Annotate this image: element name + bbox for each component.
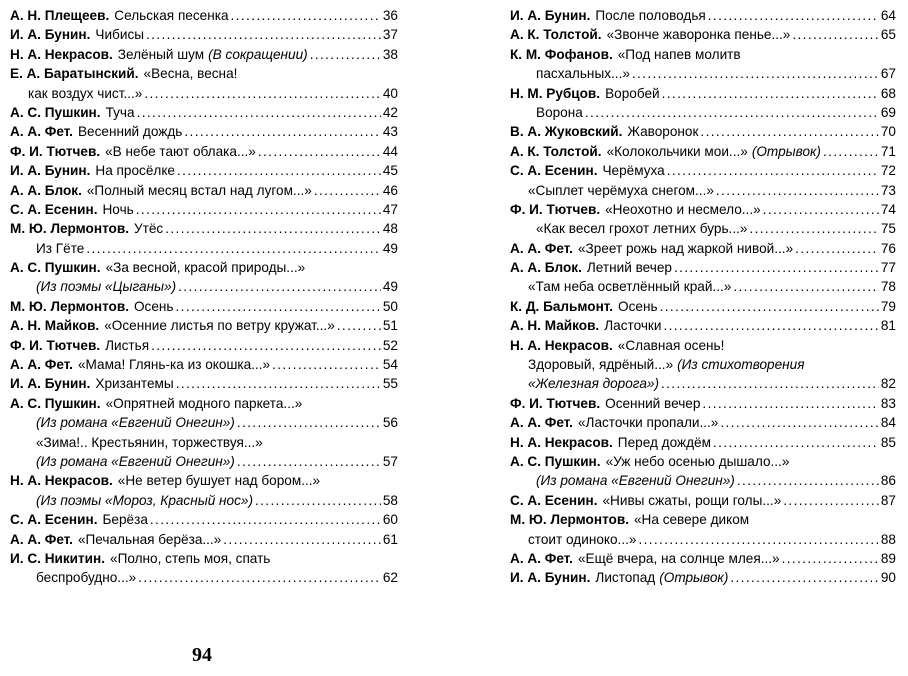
toc-entry xyxy=(10,336,398,355)
toc-author: С. А. Есенин. xyxy=(510,163,598,179)
toc-title: На просёлке xyxy=(95,163,175,179)
toc-leader-dots xyxy=(663,316,878,335)
toc-title: После половодья xyxy=(595,8,706,23)
toc-title: «Зима!.. Крестьянин, торжествуя...» xyxy=(36,434,263,450)
toc-title: Зелёный шум xyxy=(117,46,205,62)
toc-leader-dots xyxy=(674,258,879,277)
toc-leader-dots xyxy=(86,239,381,258)
toc-entry xyxy=(10,394,398,413)
toc-author: А. С. Пушкин. xyxy=(10,260,101,276)
toc-title: Перед дождём xyxy=(617,434,711,450)
toc-title: Жаворонок xyxy=(627,124,699,140)
toc-leader-dots xyxy=(151,336,381,355)
toc-entry xyxy=(10,374,398,393)
toc-title: (Из романа «Евгений Онегин») xyxy=(536,473,735,489)
toc-entry xyxy=(510,549,896,568)
toc-entry xyxy=(10,219,398,238)
toc-entry xyxy=(10,491,398,510)
toc-title: (Из романа «Евгений Онегин») xyxy=(36,415,235,431)
toc-page-number: 83 xyxy=(880,395,896,411)
toc-leader-dots xyxy=(237,413,381,432)
toc-title: «В небе тают облака...» xyxy=(105,143,256,159)
toc-leader-dots xyxy=(337,316,381,335)
toc-entry xyxy=(10,6,398,25)
toc-leader-dots xyxy=(314,181,381,200)
toc-page-number: 69 xyxy=(880,104,896,120)
toc-author: А. А. Фет. xyxy=(510,415,573,431)
toc-author: И. С. Никитин. xyxy=(10,550,106,566)
toc-author: С. А. Есенин. xyxy=(10,512,98,528)
toc-page-number: 48 xyxy=(382,221,398,237)
toc-title: «Славная осень! xyxy=(617,337,725,353)
toc-leader-dots xyxy=(713,433,879,452)
toc-page-number: 50 xyxy=(382,298,398,314)
toc-title: (Из поэмы «Цыганы») xyxy=(36,279,177,295)
toc-title: как воздух чист...» xyxy=(28,85,143,101)
toc-entry xyxy=(510,161,896,180)
toc-entry xyxy=(10,568,398,587)
toc-entry xyxy=(510,491,896,510)
toc-leader-dots xyxy=(223,530,381,549)
toc-title: «Мама! Глянь-ка из окошка...» xyxy=(77,357,271,373)
toc-leader-dots xyxy=(823,142,879,161)
toc-entry xyxy=(510,239,896,258)
toc-page-number: 67 xyxy=(880,66,896,82)
toc-entry xyxy=(510,394,896,413)
toc-entry xyxy=(510,200,896,219)
toc-page-number: 49 xyxy=(382,240,398,256)
toc-page-number: 56 xyxy=(382,415,398,431)
toc-title: «Зреет рожь над жаркой нивой...» xyxy=(577,240,794,256)
toc-leader-dots xyxy=(638,530,878,549)
toc-leader-dots xyxy=(763,200,879,219)
toc-author: И. А. Бунин. xyxy=(10,27,91,43)
toc-title: «Опрятней модного паркета...» xyxy=(105,395,303,411)
toc-title: Здоровый, ядрёный...» xyxy=(528,357,674,373)
toc-leader-dots xyxy=(730,568,879,587)
toc-leader-dots xyxy=(146,25,381,44)
toc-entry xyxy=(510,45,896,64)
toc-title: беспробудно...» xyxy=(36,570,137,586)
toc-note: (В сокращении) xyxy=(208,46,308,62)
toc-leader-dots xyxy=(258,142,381,161)
toc-leader-dots xyxy=(310,45,381,64)
toc-page-number: 58 xyxy=(382,492,398,508)
toc-author: Ф. И. Тютчев. xyxy=(510,395,601,411)
toc-entry xyxy=(510,103,896,122)
toc-entry xyxy=(510,258,896,277)
toc-title: «Как весел грохот летних бурь...» xyxy=(536,221,748,237)
toc-page-number: 74 xyxy=(880,201,896,217)
toc-page-number: 45 xyxy=(382,163,398,179)
toc-right-column xyxy=(510,6,896,588)
toc-author: И. А. Бунин. xyxy=(510,570,591,586)
toc-page-number: 54 xyxy=(382,357,398,373)
toc-page-number: 70 xyxy=(880,124,896,140)
toc-title: Осенний вечер xyxy=(605,395,701,411)
toc-title: Туча xyxy=(105,104,135,120)
toc-page-number: 64 xyxy=(880,8,896,23)
toc-leader-dots xyxy=(177,161,381,180)
toc-page-number: 55 xyxy=(382,376,398,392)
toc-entry xyxy=(510,297,896,316)
toc-page-number: 57 xyxy=(382,453,398,469)
toc-title: «Ласточки пропали...» xyxy=(577,415,719,431)
toc-entry xyxy=(10,413,398,432)
toc-page-number: 79 xyxy=(880,298,896,314)
toc-title: (Из романа «Евгений Онегин») xyxy=(36,453,235,469)
toc-author: С. А. Есенин. xyxy=(510,492,598,508)
toc-author: Ф. И. Тютчев. xyxy=(510,201,601,217)
toc-author: Е. А. Баратынский. xyxy=(10,66,139,82)
toc-title: «Ещё вчера, на солнце млея...» xyxy=(577,550,780,566)
toc-leader-dots xyxy=(231,6,381,25)
toc-entry xyxy=(510,25,896,44)
toc-title: Ворона xyxy=(536,104,583,120)
toc-title: «Там неба осветлённый край...» xyxy=(528,279,732,295)
toc-leader-dots xyxy=(661,374,879,393)
toc-entry xyxy=(10,471,398,490)
toc-title: Черёмуха xyxy=(602,163,665,179)
toc-title: «За весной, красой природы...» xyxy=(105,260,306,276)
toc-page-number: 38 xyxy=(382,46,398,62)
toc-author: А. С. Пушкин. xyxy=(10,395,101,411)
toc-author: Н. М. Рубцов. xyxy=(510,85,601,101)
toc-entry xyxy=(10,103,398,122)
toc-author: А. С. Пушкин. xyxy=(510,453,601,469)
toc-page-number: 88 xyxy=(880,531,896,547)
toc-entry xyxy=(510,413,896,432)
toc-page-number: 68 xyxy=(880,85,896,101)
toc-leader-dots xyxy=(136,200,381,219)
toc-page-number: 40 xyxy=(382,85,398,101)
toc-author: А. Н. Майков. xyxy=(10,318,100,334)
toc-author: Ф. И. Тютчев. xyxy=(10,337,101,353)
toc-author: А. А. Фет. xyxy=(10,357,73,373)
toc-title: «Железная дорога») xyxy=(528,376,659,392)
toc-leader-dots xyxy=(144,84,381,103)
toc-title: Листопад xyxy=(595,570,656,586)
toc-author: Н. А. Некрасов. xyxy=(10,46,113,62)
toc-author: А. А. Фет. xyxy=(510,550,573,566)
toc-author: А. Н. Плещеев. xyxy=(10,8,110,23)
toc-entry xyxy=(510,64,896,83)
toc-author: К. М. Фофанов. xyxy=(510,46,613,62)
toc-title: «Полно, степь моя, спать xyxy=(110,550,271,566)
toc-leader-dots xyxy=(737,471,879,490)
toc-entry xyxy=(510,277,896,296)
toc-title: Хризантемы xyxy=(95,376,174,392)
toc-leader-dots xyxy=(176,374,381,393)
toc-leader-dots xyxy=(782,549,879,568)
toc-page-number: 89 xyxy=(880,550,896,566)
toc-page-number: 49 xyxy=(382,279,398,295)
toc-leader-dots xyxy=(662,84,879,103)
toc-author: С. А. Есенин. xyxy=(10,201,98,217)
toc-entry xyxy=(10,258,398,277)
toc-entry xyxy=(510,452,896,471)
toc-title: Ночь xyxy=(102,201,134,217)
toc-entry xyxy=(510,471,896,490)
toc-entry xyxy=(10,161,398,180)
toc-author: А. Н. Майков. xyxy=(510,318,600,334)
toc-title: Из Гёте xyxy=(36,240,85,256)
toc-page-number: 71 xyxy=(880,143,896,159)
toc-author: А. К. Толстой. xyxy=(510,143,602,159)
toc-title: пасхальных...» xyxy=(536,66,630,82)
toc-entry xyxy=(510,181,896,200)
toc-title: «Весна, весна! xyxy=(143,66,238,82)
toc-entry xyxy=(510,510,896,529)
toc-author: М. Ю. Лермонтов. xyxy=(10,221,129,237)
toc-title: Летний вечер xyxy=(586,260,672,276)
toc-page-number: 77 xyxy=(880,260,896,276)
toc-page-number: 84 xyxy=(880,415,896,431)
toc-page-number: 47 xyxy=(382,201,398,217)
toc-leader-dots xyxy=(795,239,879,258)
toc-leader-dots xyxy=(720,413,879,432)
toc-title: «Под напев молитв xyxy=(617,46,741,62)
toc-page-number: 37 xyxy=(382,27,398,43)
toc-author: И. А. Бунин. xyxy=(10,376,91,392)
toc-title: «Колокольчики мои...» xyxy=(606,143,748,159)
toc-note: (Из стихотворения xyxy=(677,357,805,373)
toc-leader-dots xyxy=(165,219,381,238)
toc-entry xyxy=(10,355,398,374)
toc-entry xyxy=(510,122,896,141)
toc-entry xyxy=(10,530,398,549)
toc-page-number: 65 xyxy=(880,27,896,43)
toc-page-number: 51 xyxy=(382,318,398,334)
toc-author: Н. А. Некрасов. xyxy=(510,434,613,450)
toc-note: (Отрывок) xyxy=(659,570,729,586)
toc-title: Берёза xyxy=(102,512,148,528)
toc-entry xyxy=(510,142,896,161)
toc-title: Осень xyxy=(133,298,174,314)
toc-leader-dots xyxy=(792,25,879,44)
toc-title: Сельская песенка xyxy=(114,8,229,23)
toc-page-number: 90 xyxy=(880,570,896,586)
toc-page-number: 42 xyxy=(382,104,398,120)
page-number: 94 xyxy=(192,644,212,666)
toc-title: Утёс xyxy=(133,221,164,237)
toc-entry xyxy=(10,122,398,141)
toc-page-number: 82 xyxy=(880,376,896,392)
toc-entry xyxy=(510,530,896,549)
toc-page-number: 75 xyxy=(880,221,896,237)
toc-leader-dots xyxy=(272,355,381,374)
toc-entry xyxy=(10,142,398,161)
toc-leader-dots xyxy=(176,297,381,316)
toc-leader-dots xyxy=(733,277,879,296)
toc-page-number: 73 xyxy=(880,182,896,198)
toc-leader-dots xyxy=(783,491,879,510)
toc-author: А. А. Фет. xyxy=(10,531,73,547)
toc-title: «На севере диком xyxy=(633,512,750,528)
toc-leader-dots xyxy=(749,219,878,238)
toc-entry xyxy=(10,64,398,83)
toc-author: В. А. Жуковский. xyxy=(510,124,623,140)
toc-entry xyxy=(510,374,896,393)
toc-entry xyxy=(510,336,896,355)
toc-leader-dots xyxy=(700,122,878,141)
toc-author: М. Ю. Лермонтов. xyxy=(10,298,129,314)
toc-left-column xyxy=(10,6,398,588)
toc-page-number: 60 xyxy=(382,512,398,528)
toc-leader-dots xyxy=(716,181,879,200)
toc-entry xyxy=(10,200,398,219)
toc-title: «Полный месяц встал над лугом...» xyxy=(86,182,312,198)
toc-author: Ф. И. Тютчев. xyxy=(10,143,101,159)
toc-author: Н. А. Некрасов. xyxy=(510,337,613,353)
toc-entry xyxy=(10,433,398,452)
toc-page-number: 87 xyxy=(880,492,896,508)
toc-page-number: 46 xyxy=(382,182,398,198)
toc-author: М. Ю. Лермонтов. xyxy=(510,512,629,528)
toc-title: «Звонче жаворонка пенье...» xyxy=(606,27,791,43)
toc-title: «Сыплет черёмуха снегом...» xyxy=(528,182,714,198)
toc-title: «Уж небо осенью дышало...» xyxy=(605,453,790,469)
toc-entry xyxy=(10,25,398,44)
toc-entry xyxy=(10,549,398,568)
toc-page-number: 85 xyxy=(880,434,896,450)
toc-author: Н. А. Некрасов. xyxy=(10,473,113,489)
toc-note: (Отрывок) xyxy=(751,143,821,159)
toc-author: А. А. Фет. xyxy=(510,240,573,256)
toc-entry xyxy=(10,452,398,471)
toc-page-number: 52 xyxy=(382,337,398,353)
toc-leader-dots xyxy=(585,103,879,122)
toc-page-number: 78 xyxy=(880,279,896,295)
toc-author: К. Д. Бальмонт. xyxy=(510,298,614,314)
toc-leader-dots xyxy=(632,64,879,83)
toc-title: «Печальная берёза...» xyxy=(77,531,222,547)
toc-title: Листья xyxy=(105,337,150,353)
toc-leader-dots xyxy=(237,452,381,471)
toc-entry xyxy=(510,433,896,452)
toc-title: Весенний дождь xyxy=(77,124,183,140)
toc-leader-dots xyxy=(702,394,878,413)
toc-leader-dots xyxy=(178,277,381,296)
toc-page-number: 76 xyxy=(880,240,896,256)
toc-page-number: 62 xyxy=(382,570,398,586)
toc-entry xyxy=(10,510,398,529)
toc-page-number: 43 xyxy=(382,124,398,140)
toc-title: Воробей xyxy=(605,85,660,101)
toc-leader-dots xyxy=(138,568,381,587)
toc-entry xyxy=(10,297,398,316)
toc-title: «Неохотно и несмело...» xyxy=(605,201,761,217)
toc-entry xyxy=(510,219,896,238)
toc-page-number: 61 xyxy=(382,531,398,547)
toc-entry xyxy=(10,181,398,200)
toc-author: И. А. Бунин. xyxy=(510,8,591,23)
toc-title: (Из поэмы «Мороз, Красный нос») xyxy=(36,492,253,508)
toc-entry xyxy=(10,239,398,258)
toc-leader-dots xyxy=(150,510,381,529)
toc-title: Осень xyxy=(618,298,658,314)
toc-entry xyxy=(510,355,896,374)
toc-entry xyxy=(10,316,398,335)
toc-author: А. А. Фет. xyxy=(10,124,73,140)
toc-page-number: 72 xyxy=(880,163,896,179)
toc-title: Ласточки xyxy=(604,318,662,334)
toc-entry xyxy=(510,84,896,103)
toc-leader-dots xyxy=(137,103,381,122)
toc-leader-dots xyxy=(708,6,879,25)
toc-entry xyxy=(510,316,896,335)
toc-entry xyxy=(10,277,398,296)
toc-leader-dots xyxy=(667,161,879,180)
toc-leader-dots xyxy=(184,122,380,141)
toc-author: А. К. Толстой. xyxy=(510,27,602,43)
toc-title: «Нивы сжаты, рощи голы...» xyxy=(602,492,782,508)
toc-title: стоит одиноко...» xyxy=(528,531,637,547)
toc-page-number: 36 xyxy=(382,8,398,23)
toc-entry xyxy=(510,6,896,25)
toc-author: А. А. Блок. xyxy=(510,260,582,276)
toc-leader-dots xyxy=(255,491,381,510)
toc-author: А. С. Пушкин. xyxy=(10,104,101,120)
toc-entry xyxy=(10,45,398,64)
toc-author: А. А. Блок. xyxy=(10,182,82,198)
toc-title: «Осенние листья по ветру кружат...» xyxy=(104,318,335,334)
toc-title: Чибисы xyxy=(95,27,145,43)
toc-author: И. А. Бунин. xyxy=(10,163,91,179)
toc-page-number: 86 xyxy=(880,473,896,489)
toc-leader-dots xyxy=(660,297,879,316)
toc-page-number: 81 xyxy=(880,318,896,334)
toc-page-number: 44 xyxy=(382,143,398,159)
toc-entry xyxy=(510,568,896,587)
toc-title: «Не ветер бушует над бором...» xyxy=(117,473,321,489)
toc-entry xyxy=(10,84,398,103)
